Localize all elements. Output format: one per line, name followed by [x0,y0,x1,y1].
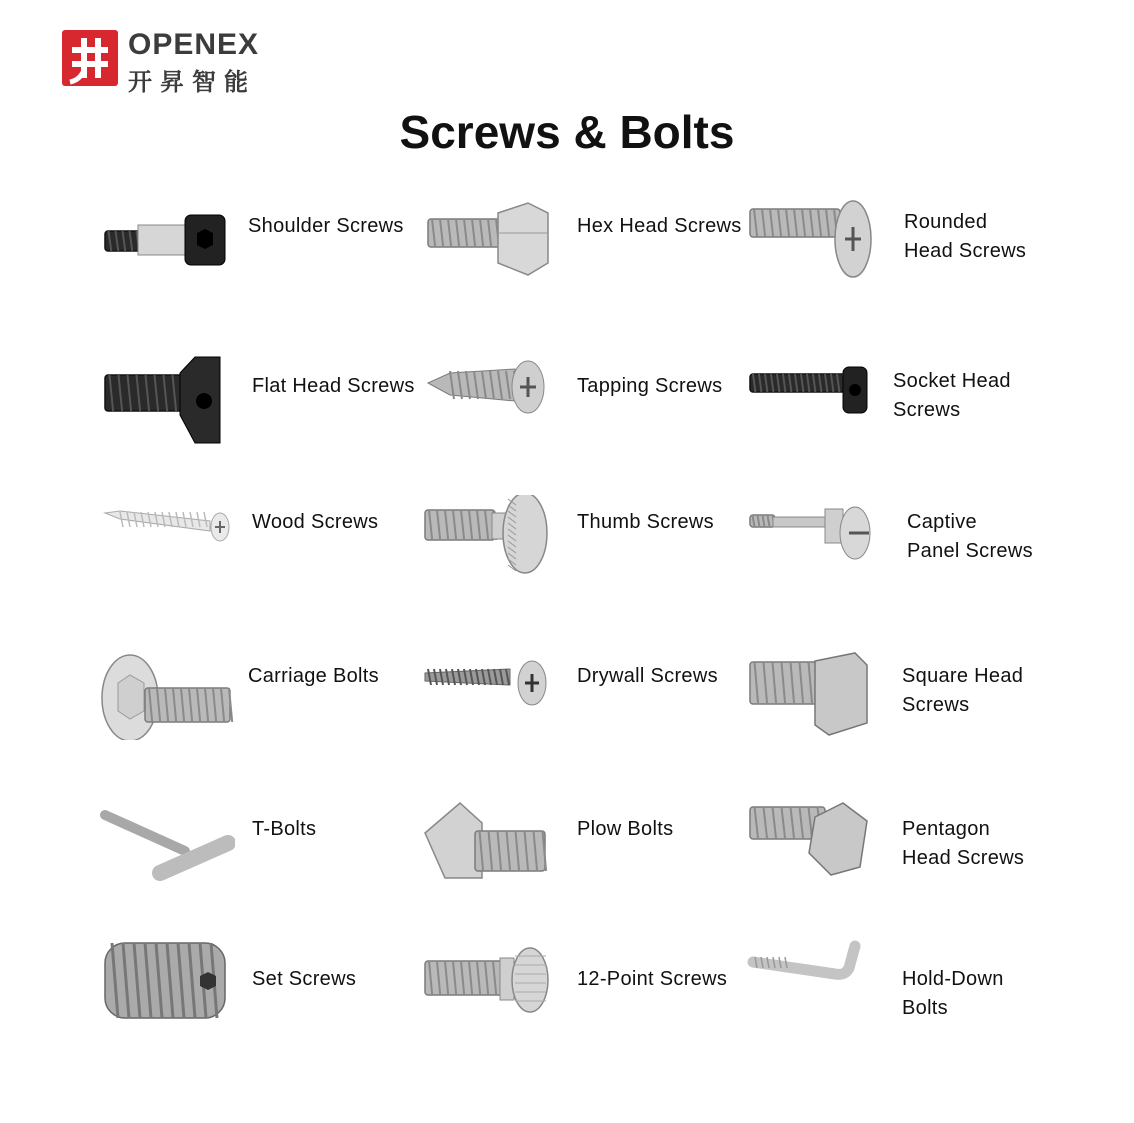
fastener-label-line: Screws [902,694,970,716]
fastener-label-line: Bolts [902,997,948,1019]
hold-down-bolt-icon [745,930,880,1025]
rounded-head-screw-icon [745,195,880,290]
brand-logo [62,26,272,96]
fastener-label-line: Head Screws [902,847,1025,869]
fastener-label [902,815,1024,873]
socket-head-screw-icon [745,355,880,450]
plow-bolt-icon [420,795,555,890]
fastener-label-line: Flat Head Screws [252,375,415,397]
wood-screw-icon [100,495,235,590]
square-head-screw-icon [745,645,880,740]
fastener-label-line: Head Screws [904,240,1027,262]
fastener-label-line: Socket Head [893,370,1011,392]
page-title: Screws & Bolts [399,106,735,158]
fastener-label-line: Shoulder Screws [248,215,404,237]
fastener-label [577,212,742,241]
set-screw-icon [100,930,235,1025]
fastener-label [252,965,356,994]
fastener-label [902,965,1004,1023]
hex-head-screw-icon [420,195,555,290]
fastener-label-line: Set Screws [252,968,357,990]
fastener-label [252,815,316,844]
fastener-label-line: Thumb Screws [577,511,714,533]
fastener-label [577,508,714,537]
pentagon-head-screw-icon [745,795,880,890]
brand-name: OPENEX [128,28,260,61]
fastener-label [252,372,415,401]
fastener-label-line: Wood Screws [252,511,379,533]
fastener-label [904,208,1026,266]
thumb-screw-icon [420,495,555,590]
captive-panel-screw-icon [745,495,880,590]
fastener-label-line: Tapping Screws [577,375,723,397]
fastener-label [893,367,1011,425]
openex-logo-icon [62,30,118,86]
fastener-label [902,662,1023,720]
fastener-label-line: Hold-Down [902,968,1004,990]
flat-head-screw-icon [100,355,235,450]
fastener-label-line: Screws [893,399,961,421]
fastener-label-line: T-Bolts [252,818,317,840]
t-bolt-icon [100,795,235,890]
fastener-label-line: 12-Point Screws [577,968,728,990]
fastener-label [577,965,727,994]
fastener-label-line: Carriage Bolts [248,665,379,687]
fastener-label [577,372,722,401]
fastener-label-line: Captive [907,511,977,533]
fastener-label [252,508,378,537]
fastener-label [907,508,1033,566]
drywall-screw-icon [420,645,555,740]
tapping-screw-icon [420,355,555,450]
fastener-label-line: Pentagon [902,818,991,840]
twelve-point-screw-icon [420,930,555,1025]
carriage-bolt-icon [100,645,235,740]
fastener-label-line: Drywall Screws [577,665,718,687]
fastener-label [577,815,673,844]
fastener-label [248,212,404,241]
fastener-label [248,662,379,691]
fastener-label-line: Plow Bolts [577,818,674,840]
fastener-label-line: Square Head [902,665,1024,687]
brand-chinese-name: 开昇智能 [128,69,256,96]
fastener-label-line: Panel Screws [907,540,1033,562]
fastener-label [577,662,718,691]
fastener-label-line: Rounded [904,211,988,233]
shoulder-screw-icon [100,195,235,290]
fastener-label-line: Hex Head Screws [577,215,742,237]
